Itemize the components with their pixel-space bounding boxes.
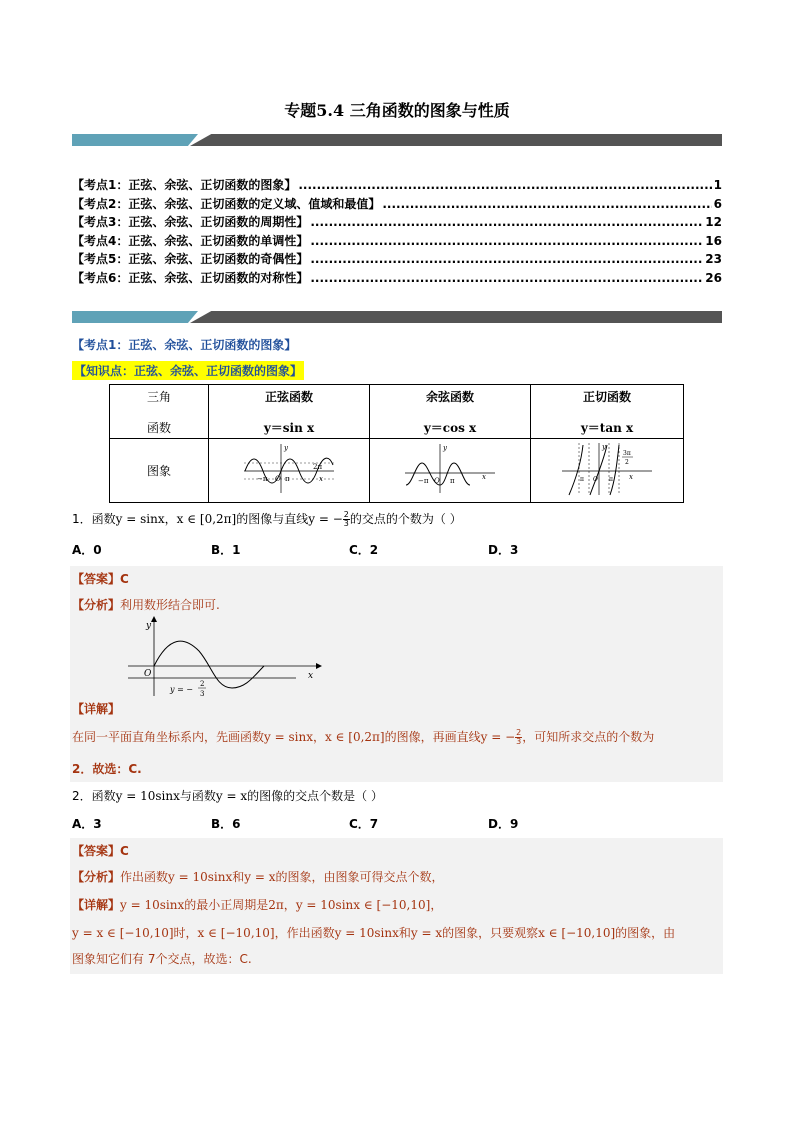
svg-text:x: x xyxy=(629,473,633,481)
option-d[interactable]: D．9 xyxy=(488,817,519,831)
detail-line-1: 在同一平面直角坐标系内，先画函数y = sinx，x ∈ [0,2π]的图像，再画直线y = − $\frac{2}{3}$ ，可知所求交点的个数为 xyxy=(72,728,655,746)
svg-text:π: π xyxy=(285,475,290,483)
option-d[interactable]: D．3 xyxy=(488,543,519,557)
option-c[interactable]: C．7 xyxy=(349,817,379,831)
header-divider-band xyxy=(72,134,722,146)
analysis-graph xyxy=(124,616,324,698)
sine-graph xyxy=(239,441,339,497)
detail-tag: 【详解】 xyxy=(72,702,121,716)
svg-text:O: O xyxy=(593,476,598,483)
option-a[interactable]: A．3 xyxy=(72,817,102,831)
toc-item[interactable]: 【考点4：正弦、余弦、正切函数的单调性】 ..... 16 xyxy=(72,232,722,251)
question-1-answer-box xyxy=(70,566,723,782)
question-2-answer-box xyxy=(70,838,723,974)
detail-line-2: y = x ∈ [−10,10]时，x ∈ [−10,10]，作出函数y = 10sinx和y = x的图象，只要观察x ∈ [−10,10]的图象，由 xyxy=(72,926,676,940)
tangent-graph xyxy=(557,441,657,497)
function-graph-table xyxy=(109,384,684,503)
question-2-stem: 2．函数y = 10sinx与函数y = x的图像的交点个数是（ ） xyxy=(72,789,383,803)
cos-graph-cell xyxy=(370,439,531,503)
tan-header-cell: 正切函数 y＝tan x xyxy=(531,385,684,439)
detail-line-1: 【详解】y = 10sinx的最小正周期是2π，y = 10sinx ∈ [−10,10]， xyxy=(72,898,443,912)
knowledge-highlight: 【知识点：正弦、余弦、正切函数的图象】 xyxy=(72,361,304,380)
section-heading: 【考点1：正弦、余弦、正切函数的图象】 xyxy=(72,338,297,352)
answer: 【答案】C xyxy=(72,572,129,586)
svg-text:−π: −π xyxy=(257,475,268,483)
svg-text:y: y xyxy=(284,444,288,452)
cosine-graph xyxy=(400,441,500,497)
analysis: 【分析】利用数形结合即可. xyxy=(72,598,220,612)
toc-item[interactable]: 【考点3：正弦、余弦、正切函数的周期性】 ..... 12 xyxy=(72,213,722,232)
svg-text:3π: 3π xyxy=(623,450,631,457)
svg-text:x: x xyxy=(482,473,486,481)
svg-text:x: x xyxy=(308,671,314,681)
svg-text:π: π xyxy=(609,476,613,483)
table-of-contents xyxy=(72,176,722,287)
option-c[interactable]: C．2 xyxy=(349,543,379,557)
svg-text:y: y xyxy=(146,621,152,631)
question-1-stem: 1．函数y = sinx，x ∈ [0,2π]的图像与直线y = − $\frac{2}{3}$ 的交点的个数为（ ） xyxy=(72,510,462,528)
tan-graph-cell xyxy=(531,439,684,503)
svg-text:x: x xyxy=(319,475,323,483)
sin-graph-cell xyxy=(209,439,370,503)
option-a[interactable]: A．0 xyxy=(72,543,102,557)
page-title: 专题5.4 三角函数的图象与性质 xyxy=(284,101,510,120)
detail-line-3: 图象知它们有 7个交点，故选：C. xyxy=(72,952,252,966)
answer: 【答案】C xyxy=(72,844,129,858)
graph-row-label: 图象 xyxy=(110,439,209,503)
detail-line-2: 2．故选：C. xyxy=(72,762,142,776)
svg-text:y: y xyxy=(602,443,606,451)
svg-text:O: O xyxy=(434,477,440,485)
toc-item[interactable]: 【考点6：正弦、余弦、正切函数的对称性】 ..... 26 xyxy=(72,269,722,288)
svg-text:−π: −π xyxy=(418,477,429,485)
svg-text:3: 3 xyxy=(200,690,205,698)
sin-header-cell: 正弦函数 y＝sin x xyxy=(209,385,370,439)
analysis: 【分析】作出函数y = 10sinx和y = x的图象，由图象可得交点个数， xyxy=(72,870,444,884)
svg-text:2: 2 xyxy=(625,459,629,466)
svg-text:O: O xyxy=(144,669,152,679)
toc-item[interactable]: 【考点5：正弦、余弦、正切函数的奇偶性】 ..... 23 xyxy=(72,250,722,269)
svg-text:y: y xyxy=(443,444,447,452)
table-header-cell: 三角 函数 xyxy=(110,385,209,439)
svg-text:O: O xyxy=(275,475,281,483)
section-divider-band xyxy=(72,311,722,323)
svg-text:2: 2 xyxy=(200,680,205,688)
svg-text:2π: 2π xyxy=(313,463,323,471)
cos-header-cell: 余弦函数 y＝cos x xyxy=(370,385,531,439)
svg-text:y = −: y = − xyxy=(170,685,194,694)
svg-text:π: π xyxy=(580,476,584,483)
toc-item[interactable]: 【考点2：正弦、余弦、正切函数的定义域、值域和最值】 ..... 6 xyxy=(72,195,722,214)
toc-item[interactable]: 【考点1：正弦、余弦、正切函数的图象】 ..... 1 xyxy=(72,176,722,195)
option-b[interactable]: B．6 xyxy=(211,817,241,831)
option-b[interactable]: B．1 xyxy=(211,543,241,557)
question-1-options xyxy=(72,541,722,557)
svg-text:π: π xyxy=(450,477,455,485)
question-2-options xyxy=(72,815,722,831)
